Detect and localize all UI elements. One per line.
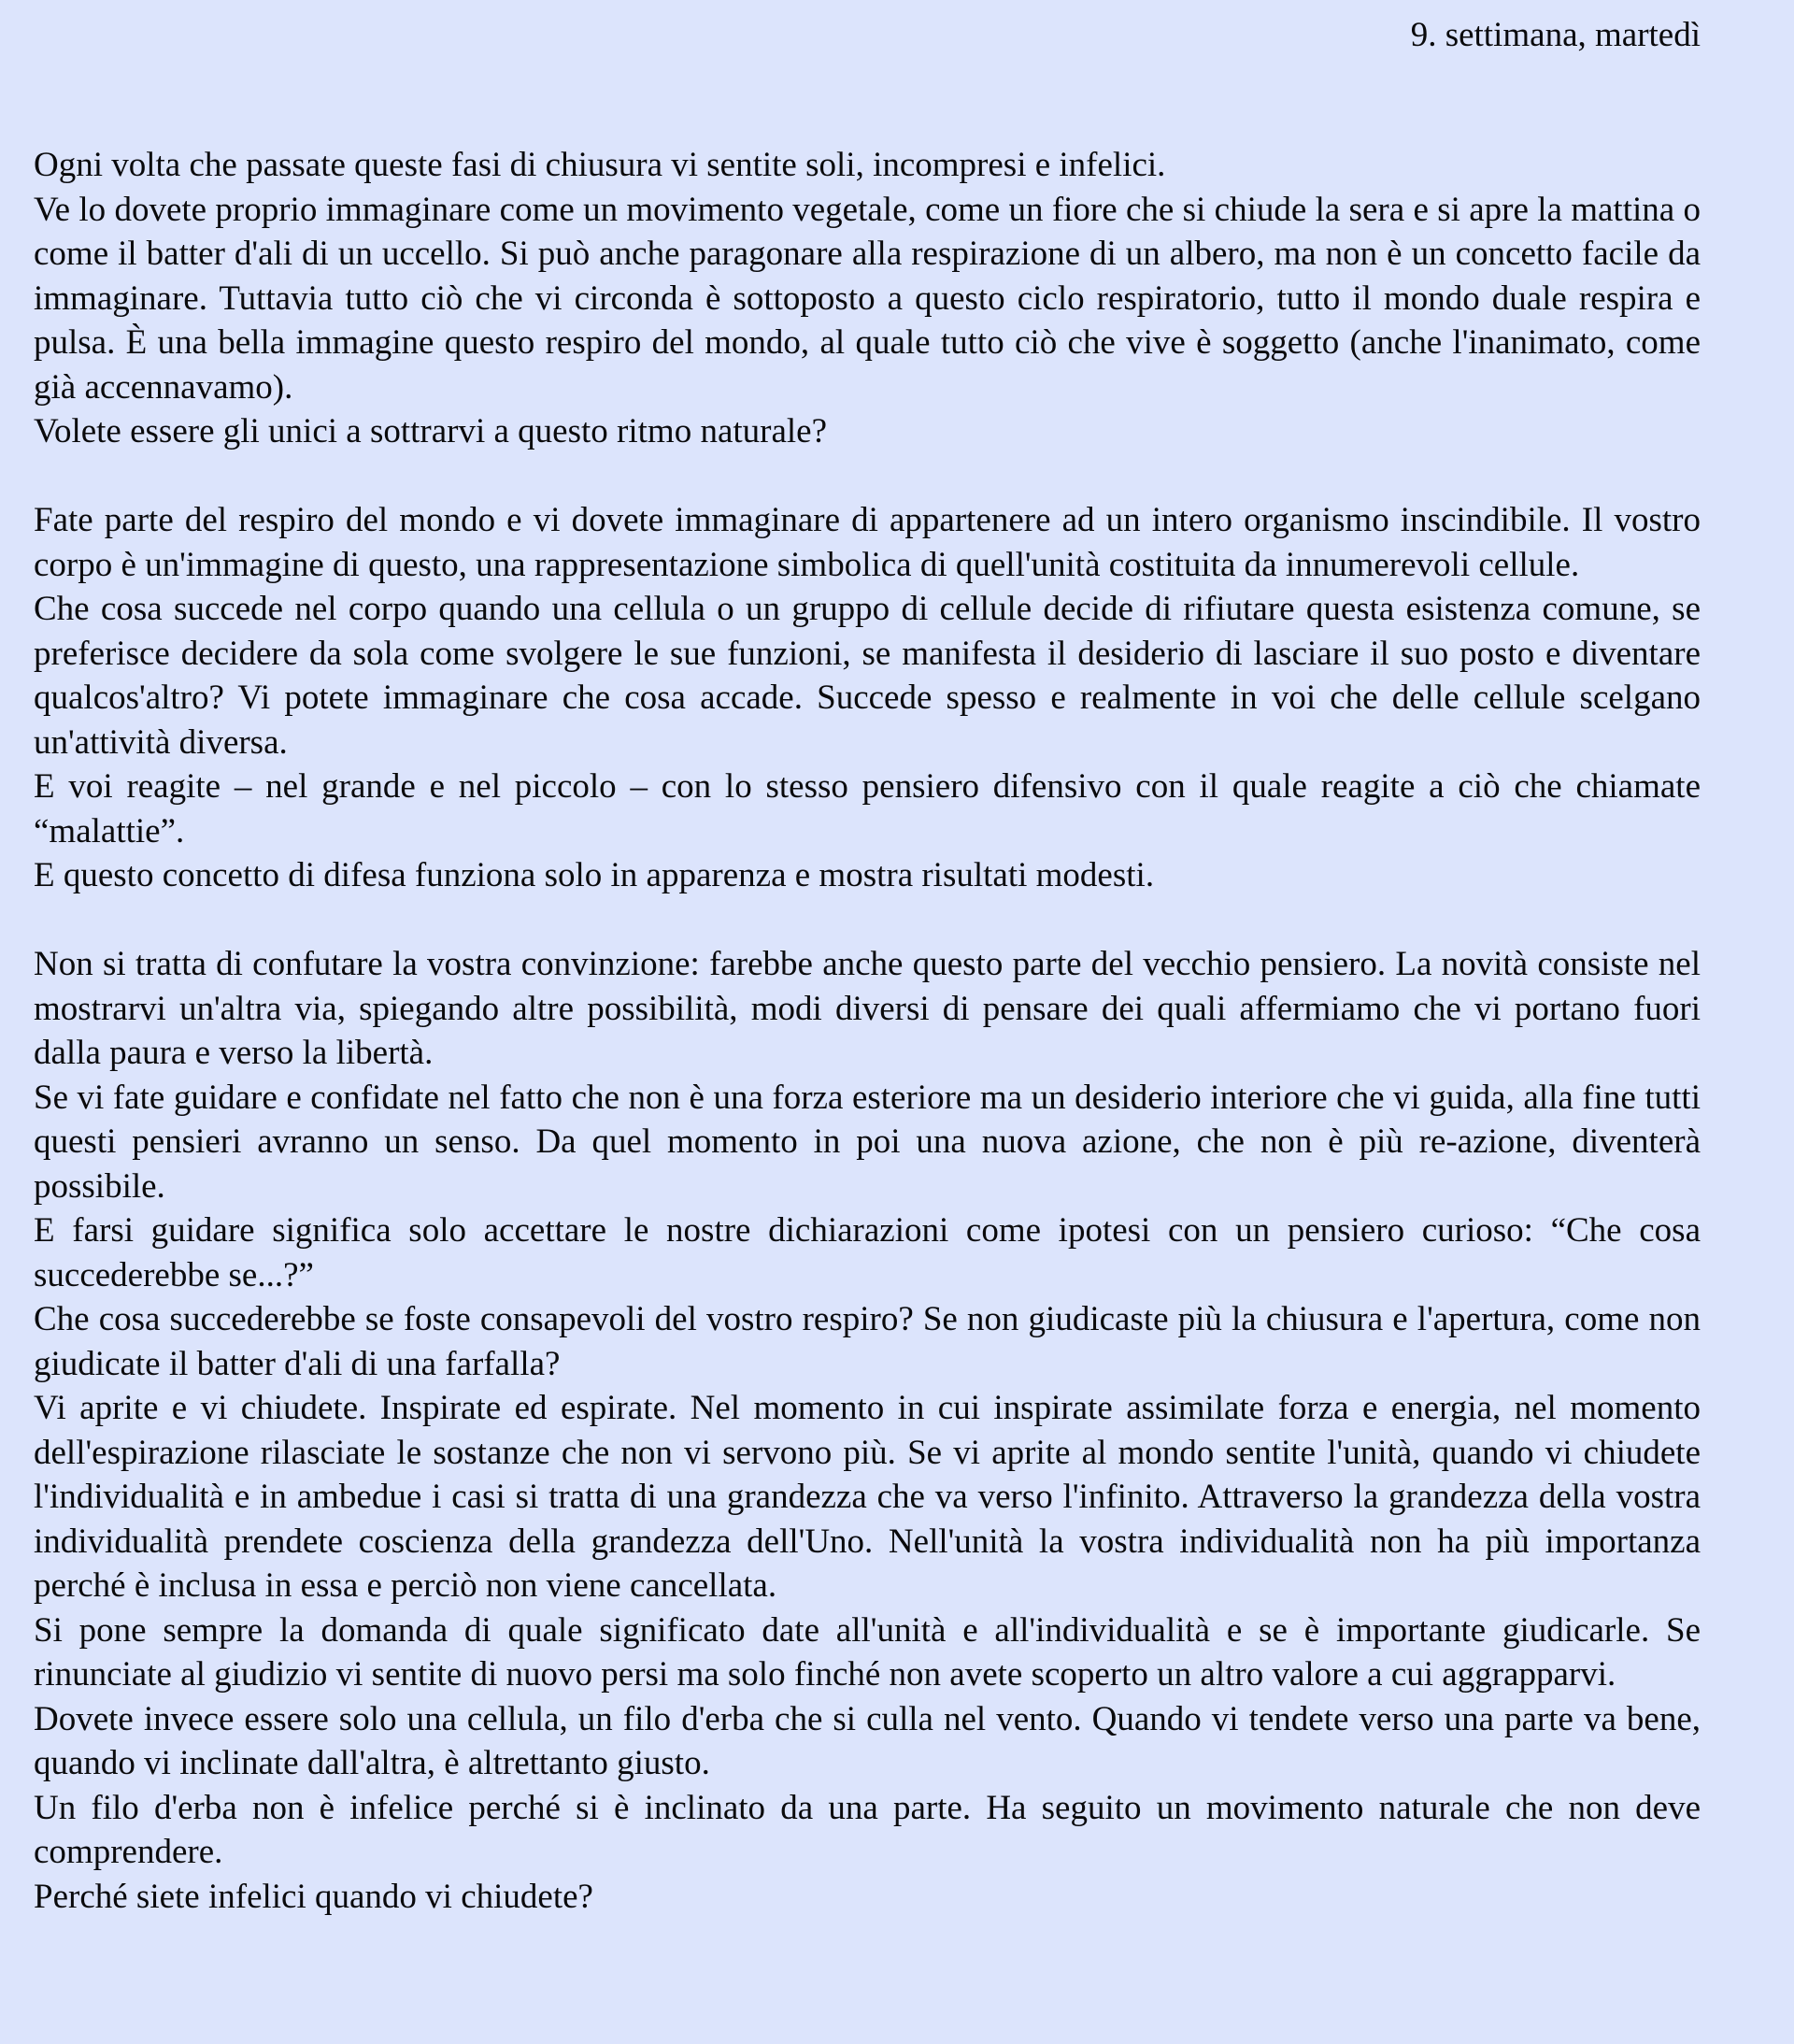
text-block	[34, 143, 1701, 454]
paragraph: Fate parte del respiro del mondo e vi dovete immaginare di appartenere ad un intero organismo inscindibile. Il vostro corpo è un'immagine di questo, una rappresentazione simbolica di quell'unità costituita da innumerevoli cellule.	[34, 501, 1701, 584]
paragraph: E questo concetto di difesa funziona solo in apparenza e mostra risultati modesti.	[34, 856, 1155, 894]
paragraph: E voi reagite – nel grande e nel piccolo – con lo stesso pensiero difensivo con il quale reagite a ciò che chiamate “malattie”.	[34, 767, 1701, 850]
paragraph: Che cosa succederebbe se foste consapevoli del vostro respiro? Se non giudicaste più la chiusura e l'apertura, come non giudicate il batter d'ali di una farfalla?	[34, 1300, 1701, 1383]
paragraph: Non si tratta di confutare la vostra convinzione: farebbe anche questo parte del vecchio pensiero. La novità consiste nel mostrarvi un'altra via, spiegando altre possibilità, modi diversi di pensare dei quali affermiamo che vi portano fuori dalla paura e verso la libertà.	[34, 945, 1701, 1072]
document-body	[34, 143, 1701, 1919]
text-block	[34, 498, 1701, 898]
paragraph: Dovete invece essere solo una cellula, un filo d'erba che si culla nel vento. Quando vi tendete verso una parte va bene, quando vi inclinate dall'altra, è altrettanto giusto.	[34, 1699, 1701, 1782]
paragraph: E farsi guidare significa solo accettare le nostre dichiarazioni come ipotesi con un pensiero curioso: “Che cosa succederebbe se...?”	[34, 1211, 1701, 1294]
paragraph: Vi aprite e vi chiudete. Inspirate ed espirate. Nel momento in cui inspirate assimilate forza e energia, nel momento dell'espirazione rilasciate le sostanze che non vi servono più. Se vi aprite al mondo sentite l'unità, quando vi chiudete l'individualità e in ambedue i casi si tratta di una grandezza che va verso l'infinito. Attraverso la grandezza della vostra individualità prendete coscienza della grandezza dell'Uno. Nell'unità la vostra individualità non ha più importanza perché è inclusa in essa e perciò non viene cancellata.	[34, 1389, 1701, 1605]
paragraph: Se vi fate guidare e confidate nel fatto che non è una forza esteriore ma un desiderio interiore che vi guida, alla fine tutti questi pensieri avranno un senso. Da quel momento in poi una nuova azione, che non è più re-azione, diventerà possibile.	[34, 1078, 1701, 1206]
paragraph: Un filo d'erba non è infelice perché si è inclinato da una parte. Ha seguito un movimento naturale che non deve comprendere.	[34, 1788, 1701, 1871]
paragraph: Ogni volta che passate queste fasi di chiusura vi sentite soli, incompresi e infelici.	[34, 146, 1166, 184]
paragraph: Volete essere gli unici a sottrarvi a questo ritmo naturale?	[34, 412, 828, 450]
paragraph: Che cosa succede nel corpo quando una cellula o un gruppo di cellule decide di rifiutare questa esistenza comune, se preferisce decidere da sola come svolgere le sue funzioni, se manifesta il desiderio di lasciare il suo posto e diventare qualcos'altro? Vi potete immaginare che cosa accade. Succede spesso e realmente in voi che delle cellule scelgano un'attività diversa.	[34, 590, 1701, 762]
page-header-date: 9. settimana, martedì	[1410, 16, 1701, 54]
paragraph: Perché siete infelici quando vi chiudete?	[34, 1877, 593, 1916]
paragraph: Ve lo dovete proprio immaginare come un movimento vegetale, come un fiore che si chiude la sera e si apre la mattina o come il batter d'ali di un uccello. Si può anche paragonare alla respirazione di un albero, ma non è un concetto facile da immaginare. Tuttavia tutto ciò che vi circonda è sottoposto a questo ciclo respiratorio, tutto il mondo duale respira e pulsa. È una bella immagine questo respiro del mondo, al quale tutto ciò che vive è soggetto (anche l'inanimato, come già accennavamo).	[34, 190, 1701, 407]
text-block	[34, 942, 1701, 1919]
paragraph: Si pone sempre la domanda di quale significato date all'unità e all'individualità e se è importante giudicarle. Se rinunciate al giudizio vi sentite di nuovo persi ma solo finché non avete scoperto un altro valore a cui aggrapparvi.	[34, 1610, 1701, 1694]
